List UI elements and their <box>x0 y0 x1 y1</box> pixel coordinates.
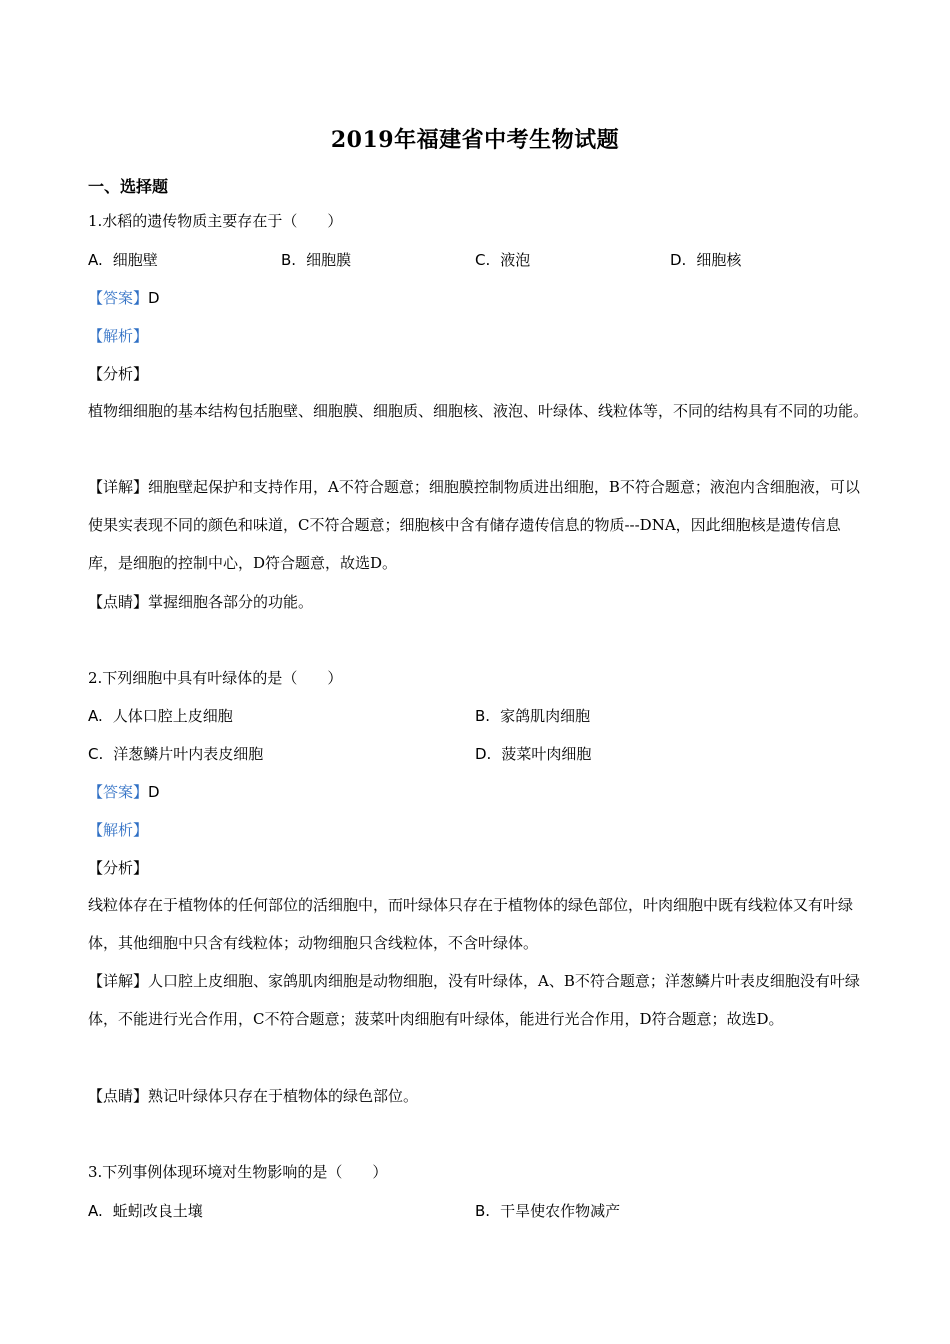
q1-fenxi-text: 植物细细胞的基本结构包括胞壁、细胞膜、细胞质、细胞核、液泡、叶绿体、线粒体等，不同的结构具有不同的功能。 <box>88 402 869 420</box>
q2-answer <box>88 782 160 802</box>
option-text: 蚯蚓改良土壤 <box>112 1202 203 1220</box>
fenxi-tag: 【分析】 <box>88 365 149 383</box>
option-text: 干旱使农作物减产 <box>500 1202 621 1220</box>
q2-detail <box>88 962 868 1038</box>
analysis-tag: 【解析】 <box>88 821 149 839</box>
q1-fenxi-header <box>88 364 148 384</box>
q2-option-a <box>88 706 233 726</box>
option-text: 家鸽肌肉细胞 <box>500 707 591 725</box>
q1-analysis-header <box>88 326 148 346</box>
option-text: 人体口腔上皮细胞 <box>112 707 233 725</box>
q2-analysis-header <box>88 820 148 840</box>
dianjing-tag: 【点睛】 <box>88 1087 149 1105</box>
q2-option-b <box>475 706 590 726</box>
option-letter: C. <box>88 745 104 763</box>
option-text: 液泡 <box>500 251 531 269</box>
q1-dianjing <box>88 592 313 612</box>
q3-option-a <box>88 1201 203 1221</box>
dianjing-text: 熟记叶绿体只存在于植物体的绿色部位。 <box>148 1087 419 1105</box>
option-text: 洋葱鳞片叶内表皮细胞 <box>113 745 264 763</box>
q1-option-d <box>670 250 741 270</box>
option-letter: A. <box>88 1202 103 1220</box>
option-letter: B. <box>475 1202 491 1220</box>
q1-option-a <box>88 250 158 270</box>
question-2-stem: 2.下列细胞中具有叶绿体的是（ ） <box>88 669 343 687</box>
option-text: 菠菜叶肉细胞 <box>501 745 592 763</box>
option-letter: A. <box>88 251 103 269</box>
option-letter: B. <box>281 251 297 269</box>
option-letter: D. <box>670 251 687 269</box>
answer-value: D <box>148 289 160 307</box>
q2-option-c <box>88 744 263 764</box>
q3-option-b <box>475 1201 620 1221</box>
dianjing-text: 掌握细胞各部分的功能。 <box>148 593 314 611</box>
answer-value: D <box>148 783 160 801</box>
detail-tag: 【详解】 <box>88 972 149 990</box>
answer-tag: 【答案】 <box>88 783 149 801</box>
answer-tag: 【答案】 <box>88 289 149 307</box>
detail-tag: 【详解】 <box>88 478 149 496</box>
detail-text: 人口腔上皮细胞、家鸽肌肉细胞是动物细胞，没有叶绿体，A、B不符合题意；洋葱鳞片叶表皮细胞没有叶绿体，不能进行光合作用，C不符合题意；菠菜叶肉细胞有叶绿体，能进行光合作用，D符合题意；故选D。 <box>88 972 860 1028</box>
q1-answer <box>88 288 160 308</box>
q2-fenxi-text: 线粒体存在于植物体的任何部位的活细胞中，而叶绿体只存在于植物体的绿色部位，叶肉细胞中既有线粒体又有叶绿体，其他细胞中只含有线粒体；动物细胞只含线粒体，不含叶绿体。 <box>88 896 854 952</box>
option-letter: A. <box>88 707 103 725</box>
option-text: 细胞核 <box>696 251 742 269</box>
option-letter: C. <box>475 251 491 269</box>
q1-option-c <box>475 250 530 270</box>
option-letter: B. <box>475 707 491 725</box>
q2-fenxi-header <box>88 858 148 878</box>
detail-text: 细胞壁起保护和支持作用，A不符合题意；细胞膜控制物质进出细胞，B不符合题意；液泡内含细胞液，可以使果实表现不同的颜色和味道，C不符合题意；细胞核中含有储存遗传信息的物质---DNA，因此细胞核是遗传信息库，是细胞的控制中心，D符合题意，故选D。 <box>88 478 860 572</box>
page-title: 2019年福建省中考生物试题 <box>330 127 620 153</box>
q2-dianjing <box>88 1086 418 1106</box>
option-letter: D. <box>475 745 492 763</box>
question-1-stem: 1.水稻的遗传物质主要存在于（ ） <box>88 212 343 230</box>
dianjing-tag: 【点睛】 <box>88 593 149 611</box>
analysis-tag: 【解析】 <box>88 327 149 345</box>
section-heading: 一、选择题 <box>88 177 169 196</box>
q1-option-b <box>281 250 351 270</box>
option-text: 细胞膜 <box>306 251 352 269</box>
q2-option-d <box>475 744 591 764</box>
question-3-stem: 3.下列事例体现环境对生物影响的是（ ） <box>88 1163 388 1181</box>
fenxi-tag: 【分析】 <box>88 859 149 877</box>
option-text: 细胞壁 <box>112 251 158 269</box>
q1-detail <box>88 468 868 582</box>
